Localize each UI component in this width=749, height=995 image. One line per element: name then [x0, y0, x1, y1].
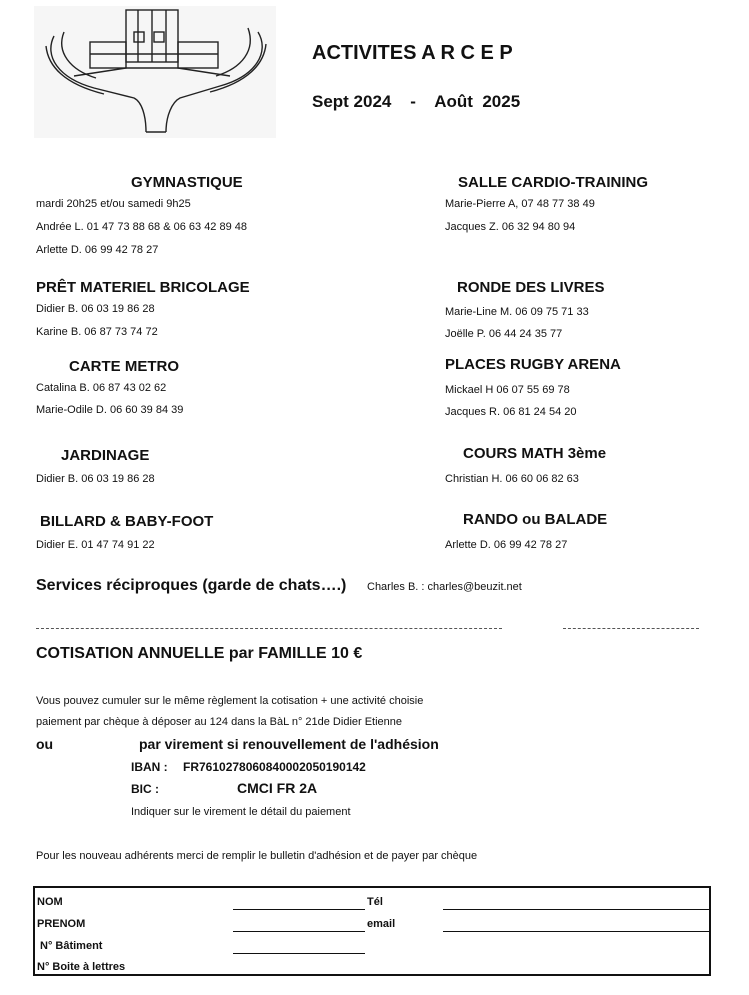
gym-line-1: mardi 20h25 et/ou samedi 9h25: [36, 198, 191, 210]
separator-left: [36, 628, 502, 629]
jardinage-line-1: Didier B. 06 03 19 86 28: [36, 473, 155, 485]
tel-label: Tél: [367, 896, 383, 908]
email-field[interactable]: [443, 931, 711, 932]
cotisation-title: COTISATION ANNUELLE par FAMILLE 10 €: [36, 645, 363, 662]
iban-label: IBAN :: [131, 760, 168, 774]
bic-value: CMCI FR 2A: [237, 780, 318, 796]
section-title-metro: CARTE METRO: [69, 358, 179, 375]
section-title-rando: RANDO ou BALADE: [463, 511, 608, 528]
rugby-line-1: Mickael H 06 07 55 69 78: [445, 384, 570, 396]
or-label: ou: [36, 736, 54, 752]
gym-line-3: Arlette D. 06 99 42 78 27: [36, 244, 159, 256]
cardio-line-1: Marie-Pierre A, 07 48 77 38 49: [445, 198, 595, 210]
bricolage-line-1: Didier B. 06 03 19 86 28: [36, 303, 155, 315]
section-title-gym: GYMNASTIQUE: [131, 174, 243, 191]
hands-holding-building-icon: [34, 6, 276, 138]
bic-label: BIC :: [131, 782, 159, 796]
tel-field[interactable]: [443, 909, 711, 910]
nom-field[interactable]: [233, 909, 365, 910]
separator-right: [563, 628, 699, 629]
math-line-1: Christian H. 06 60 06 82 63: [445, 473, 579, 485]
prenom-field[interactable]: [233, 931, 365, 932]
cardio-line-2: Jacques Z. 06 32 94 80 94: [445, 221, 576, 233]
email-label: email: [367, 918, 396, 930]
cotisation-line-1: Vous pouvez cumuler sur le même règlement la cotisation + une activité choisie: [36, 695, 424, 707]
bricolage-line-2: Karine B. 06 87 73 74 72: [36, 326, 158, 338]
section-title-jardinage: JARDINAGE: [61, 447, 150, 464]
section-title-livres: RONDE DES LIVRES: [457, 279, 605, 296]
services-title: Services réciproques (garde de chats….): [36, 577, 347, 594]
season-dates: Sept 2024 - Août 2025: [312, 92, 521, 111]
gym-line-2: Andrée L. 01 47 73 88 68 & 06 63 42 89 48: [36, 221, 248, 233]
rando-line-1: Arlette D. 06 99 42 78 27: [445, 539, 568, 551]
billard-line-1: Didier E. 01 47 74 91 22: [36, 539, 155, 551]
batiment-field[interactable]: [233, 953, 365, 954]
section-title-billard: BILLARD & BABY-FOOT: [40, 513, 214, 530]
rugby-line-2: Jacques R. 06 81 24 54 20: [445, 406, 577, 418]
section-title-rugby: PLACES RUGBY ARENA: [445, 356, 621, 373]
boite-label: N° Boite à lettres: [37, 961, 126, 973]
livres-line-1: Marie-Line M. 06 09 75 71 33: [445, 306, 589, 318]
services-contact: Charles B. : charles@beuzit.net: [367, 581, 522, 593]
metro-line-2: Marie-Odile D. 06 60 39 84 39: [36, 404, 184, 416]
livres-line-2: Joëlle P. 06 44 24 35 77: [445, 328, 563, 340]
metro-line-1: Catalina B. 06 87 43 02 62: [36, 382, 167, 394]
new-members-text: Pour les nouveau adhérents merci de remplir le bulletin d'adhésion et de payer par chèque: [36, 850, 478, 862]
membership-form: [33, 886, 711, 976]
cotisation-line-2: paiement par chèque à déposer au 124 dans la BàL n° 21de Didier Etienne: [36, 716, 403, 728]
prenom-label: PRENOM: [37, 918, 86, 930]
section-title-bricolage: PRÊT MATERIEL BRICOLAGE: [36, 279, 250, 296]
logo: [34, 6, 276, 138]
page-title: ACTIVITES A R C E P: [312, 42, 513, 64]
batiment-label: N° Bâtiment: [40, 940, 103, 952]
section-title-math: COURS MATH 3ème: [463, 445, 607, 462]
payment-note: Indiquer sur le virement le détail du paiement: [131, 806, 351, 818]
virement-text: par virement si renouvellement de l'adhésion: [139, 736, 439, 752]
nom-label: NOM: [37, 896, 63, 908]
section-title-cardio: SALLE CARDIO-TRAINING: [458, 174, 648, 191]
iban-value: FR7610278060840002050190142: [183, 760, 366, 774]
